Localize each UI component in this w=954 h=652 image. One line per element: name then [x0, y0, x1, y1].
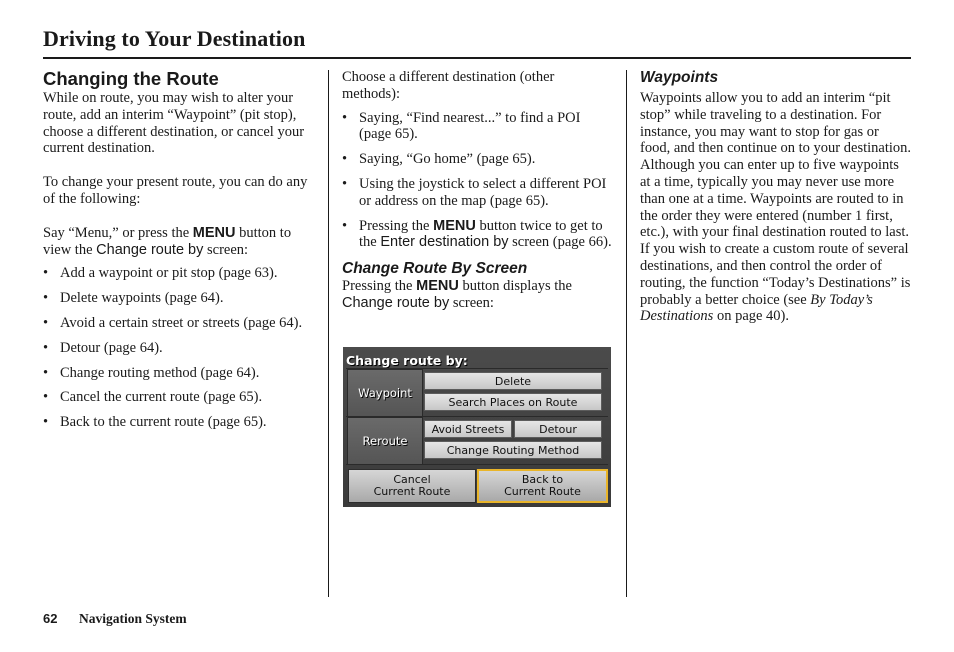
route-options-list	[43, 265, 318, 431]
subheading-waypoints: Waypoints	[640, 69, 719, 86]
list-item: • Pressing the MENU button twice to get to the Enter destination by screen (page 66).	[342, 218, 614, 252]
column-2	[342, 69, 614, 312]
subheading-change-route-screen: Change Route By Screen	[342, 260, 528, 278]
list-item: • Back to the current route (page 65).	[43, 414, 318, 431]
menu-key-label: MENU	[433, 217, 476, 234]
list-item: • Avoid a certain street or streets (page 64).	[43, 315, 318, 332]
options-paragraph: To change your present route, you can do any of the following:	[43, 174, 308, 207]
column-3	[640, 68, 912, 325]
list-item: • Add a waypoint or pit stop (page 63).	[43, 265, 318, 282]
page-title: Driving to Your Destination	[43, 26, 306, 51]
screen-name-label: Change route by	[96, 241, 204, 258]
column-divider-1	[328, 70, 329, 597]
page-number: 62	[43, 611, 58, 626]
delete-button[interactable]: Delete	[424, 372, 602, 390]
column-divider-2	[626, 70, 627, 597]
list-item: • Using the joystick to select a different POI or address on the map (page 65).	[342, 176, 614, 210]
list-item: • Cancel the current route (page 65).	[43, 389, 318, 406]
list-item: • Detour (page 64).	[43, 340, 318, 357]
change-route-screen-image	[343, 347, 611, 507]
back-to-current-route-button[interactable]: Back to Current Route	[477, 469, 608, 503]
cancel-current-route-button[interactable]: Cancel Current Route	[348, 469, 476, 503]
title-divider	[43, 57, 911, 59]
list-item: • Saying, “Find nearest...” to find a POI (page 65).	[342, 110, 614, 144]
waypoints-paragraph: Waypoints allow you to add an interim “pit stop” while traveling to a destination. For instance, you may want to stop for gas or food, and then continue on to your destination. Although you can enter up to five waypoints at a time, typically you may never use more than one at a time. Waypoints are routed to in the order they were entered (number 1 first, etc.), with your final destination routed to last. If you wish to create a custom route of several destinations, and then control the order of routing, the function “Today’s Destinations” is probably a better choice (see By Today’s Destinations on page 40).	[640, 90, 912, 325]
other-methods-paragraph: Choose a different destination (other methods):	[342, 69, 555, 102]
menu-key-label: MENU	[416, 278, 459, 295]
waypoint-group-label: Waypoint	[347, 369, 423, 417]
section-heading-changing-route: Changing the Route	[43, 68, 219, 89]
destination-methods-list	[342, 110, 614, 252]
column-1	[43, 68, 318, 431]
change-routing-method-button[interactable]: Change Routing Method	[424, 441, 602, 459]
list-item: • Saying, “Go home” (page 65).	[342, 151, 614, 168]
screen-name-label: Change route by	[342, 294, 450, 311]
footer-section-title: Navigation System	[79, 611, 187, 626]
search-places-on-route-button[interactable]: Search Places on Route	[424, 393, 602, 411]
detour-button[interactable]: Detour	[514, 420, 602, 438]
reroute-group-label: Reroute	[347, 417, 423, 465]
avoid-streets-button[interactable]: Avoid Streets	[424, 420, 512, 438]
list-item: • Change routing method (page 64).	[43, 365, 318, 382]
menu-instruction: Say “Menu,” or press the MENU button to view the Change route by screen:	[43, 224, 292, 258]
menu-key-label: MENU	[192, 224, 236, 241]
screen-paragraph: Pressing the MENU button displays the Change route by screen:	[342, 278, 572, 311]
screen-header: Change route by:	[346, 353, 468, 368]
list-item: • Delete waypoints (page 64).	[43, 290, 318, 307]
screen-name-label: Enter destination by	[380, 234, 509, 251]
screen-divider	[346, 464, 608, 465]
cross-reference: By Today’s Destinations	[640, 291, 873, 325]
intro-paragraph: While on route, you may wish to alter your route, add an interim “Waypoint” (pit stop), choose a different destination, or cancel your current destination.	[43, 90, 305, 157]
